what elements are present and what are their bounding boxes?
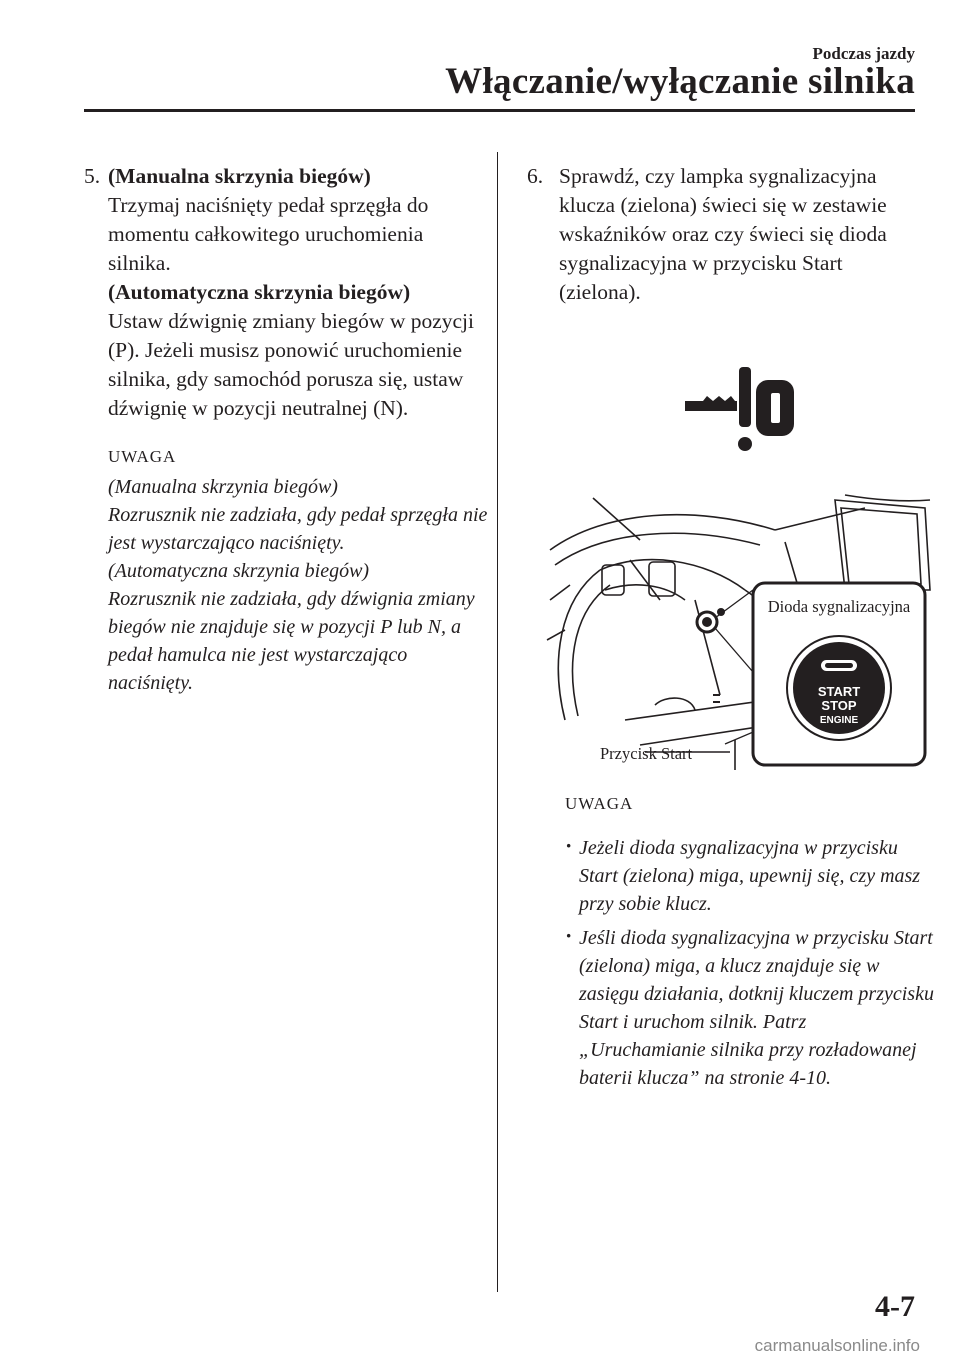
watermark: carmanualsonline.info [754,1336,920,1355]
header-rule [84,109,915,112]
column-divider [497,152,498,1292]
section-label: Podczas jazdy [812,44,915,63]
automatic-transmission-heading: (Automatyczna skrzynia biegów) [108,280,411,304]
note-automatic-heading: (Automatyczna skrzynia biegów) [108,560,370,582]
step-number: 6. [527,164,544,188]
engine-label: ENGINE [819,715,859,726]
note-bullet-list [565,834,935,1092]
note-manual-heading: (Manualna skrzynia biegów) [108,476,338,498]
step-6 [527,162,927,307]
key-warning-icon [683,365,798,460]
manual-transmission-heading: (Manualna skrzynia biegów) [108,164,371,188]
step-5 [84,162,484,423]
note-right [565,790,935,1098]
note-manual-text: Rozrusznik nie zadziała, gdy pedał sprzęgła nie jest wystarczająco naciśnięty. [108,504,488,554]
note-left [108,443,488,697]
automatic-transmission-text: Ustaw dźwignię zmiany biegów w pozycji (P). Jeżeli musisz ponowić uruchomienie silnika, gdy samochód porusza się, ustaw dźwignię w pozycji neutralnej (N). [108,309,475,420]
note-heading: UWAGA [108,447,177,466]
list-item: · Jeśli dioda sygnalizacyjna w przycisku Start (zielona) miga, a klucz znajduje się w zasięgu działania, dotknij kluczem przycisku Start i uruchom silnik. Patrz „Uruchamianie silnika przy rozładowanej baterii klucza” na stronie 4-10. [565,924,935,1092]
manual-transmission-text: Trzymaj naciśnięty pedał sprzęgła do momentu całkowitego uruchomienia silnika. [108,193,429,275]
chapter-title: Włączanie/wyłączanie silnika [445,61,915,102]
callout-start-button-label: Przycisk Start [600,744,693,763]
stop-label: STOP [821,698,857,713]
step-6-text: Sprawdź, czy lampka sygnalizacyjna klucza (zielona) świeci się w zestawie wskaźników oraz czy świeci się dioda sygnalizacyjna w przycisku Start (zielona). [559,164,887,304]
start-label: START [817,684,861,699]
list-item: · Jeżeli dioda sygnalizacyjna w przycisku Start (zielona) miga, upewnij się, czy masz przy sobie klucz. [565,834,935,918]
callout-indicator-label: Dioda sygnalizacyjna [767,597,911,616]
note-automatic-text: Rozrusznik nie zadziała, gdy dźwignia zmiany biegów nie znajduje się w pozycji P lub N, a pedał hamulca nie jest wystarczająco naciśnięty. [108,588,475,694]
step-number: 5. [84,164,101,188]
dashboard-illustration [545,490,935,775]
note-heading: UWAGA [565,794,634,813]
page-number: 4-7 [875,1290,915,1323]
